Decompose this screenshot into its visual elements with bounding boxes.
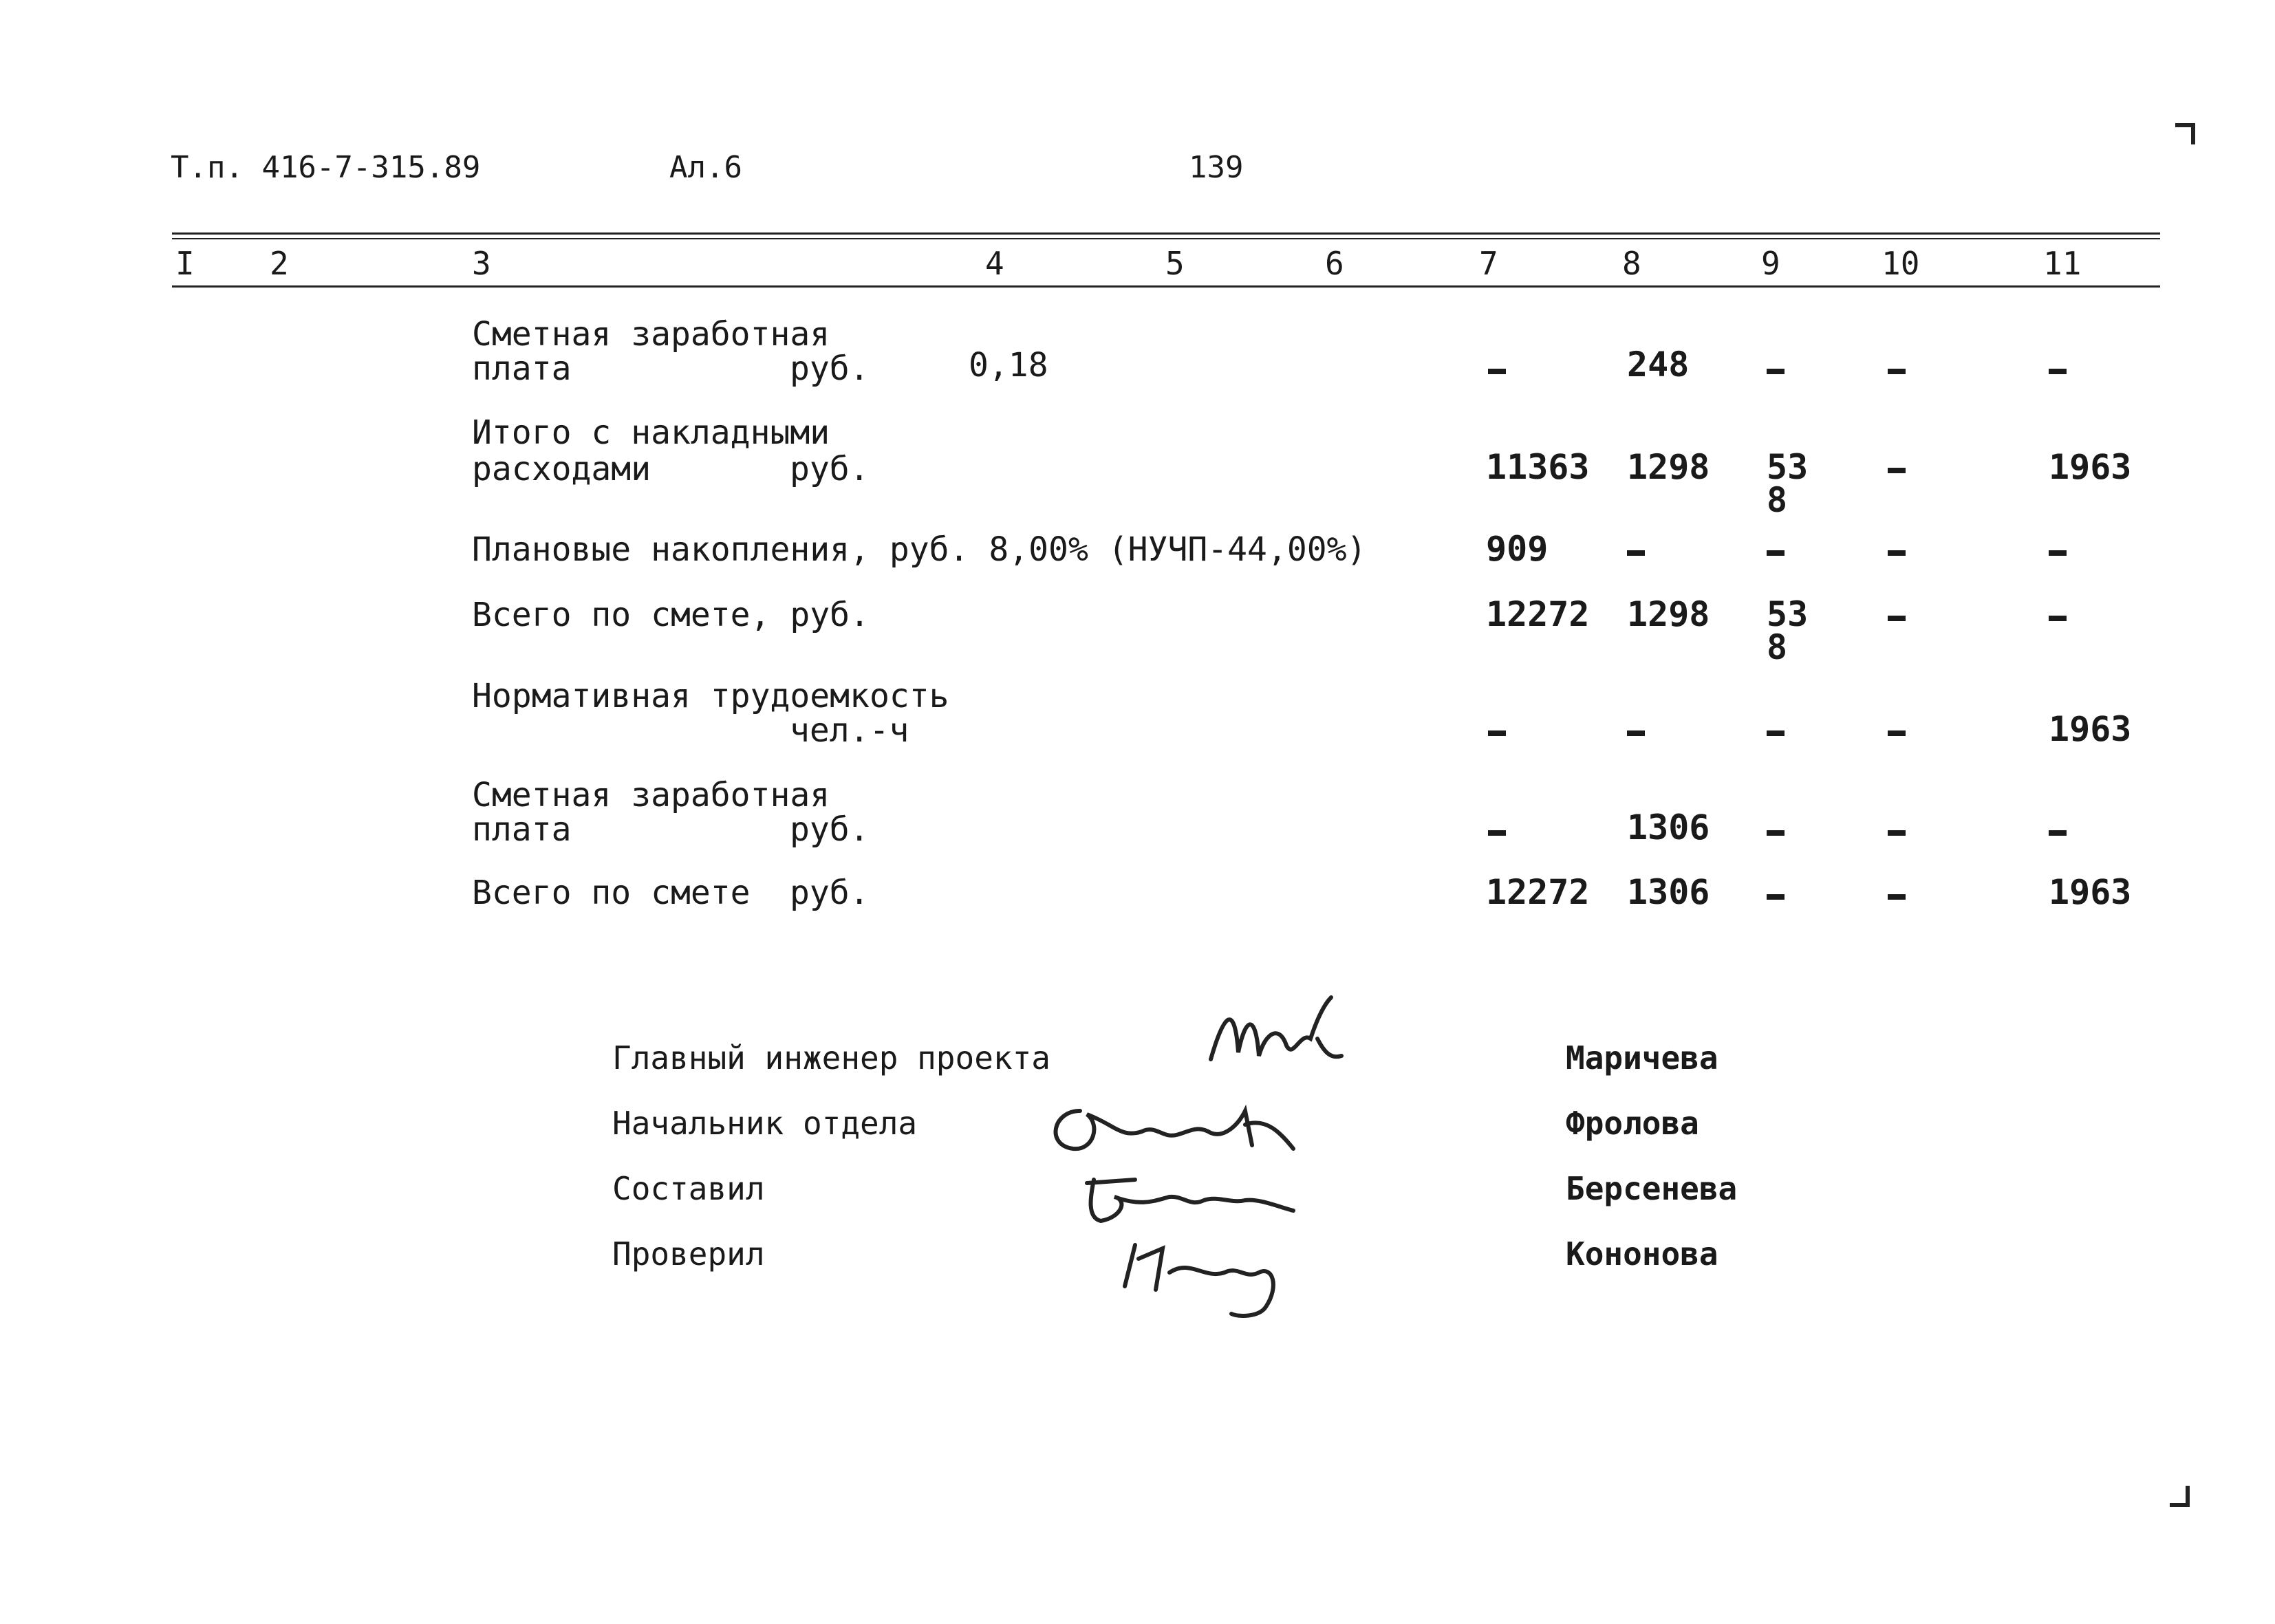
row6-unit: руб. xyxy=(790,810,870,849)
row4-col10-dash xyxy=(1888,616,1906,621)
signature-role-chief-engineer: Главный инженер проекта xyxy=(612,1039,1050,1076)
row6-col11-dash xyxy=(2049,830,2067,836)
row5-col10-dash xyxy=(1888,730,1906,736)
col-header-1: I xyxy=(175,245,195,282)
row6-col8: 1306 xyxy=(1627,808,1710,847)
col-header-3: 3 xyxy=(472,245,491,282)
row7-col7: 12272 xyxy=(1486,872,1590,912)
col-header-6: 6 xyxy=(1325,245,1344,282)
row6-col10-dash xyxy=(1888,830,1906,836)
col-header-5: 5 xyxy=(1165,245,1185,282)
row5-col8-dash xyxy=(1627,730,1645,736)
row7-col8: 1306 xyxy=(1627,872,1710,912)
row3-col10-dash xyxy=(1888,550,1906,556)
row2-col9-top: 53 xyxy=(1767,447,1809,487)
row2-col11: 1963 xyxy=(2049,447,2132,487)
row4-col11-dash xyxy=(2049,616,2067,621)
signature-scribble-2 xyxy=(1039,1083,1314,1166)
row7-col9-dash xyxy=(1767,894,1785,900)
signature-scribble-1 xyxy=(1197,990,1362,1080)
row7-col10-dash xyxy=(1888,894,1906,900)
row3-col11-dash xyxy=(2049,550,2067,556)
row4-col9-bottom: 8 xyxy=(1767,627,1788,667)
album-number: Ал.6 xyxy=(669,150,742,185)
row2-label-line1: Итого с накладными xyxy=(472,413,830,452)
row3-label: Плановые накопления, руб. 8,00% (НУЧП-44,00%) xyxy=(472,530,1367,569)
col-header-8: 8 xyxy=(1622,245,1641,282)
row1-col8: 248 xyxy=(1627,345,1690,385)
row4-label: Всего по смете, руб. xyxy=(472,596,870,634)
signature-role-checked-by: Проверил xyxy=(612,1235,765,1273)
col-header-9: 9 xyxy=(1761,245,1780,282)
row1-label-line1: Сметная заработная xyxy=(472,315,830,354)
signature-name-maricheva: Маричева xyxy=(1566,1039,1718,1076)
row1-col4: 0,18 xyxy=(969,346,1048,385)
document-reference: Т.п. 416-7-315.89 xyxy=(171,150,481,185)
row5-col7-dash xyxy=(1488,730,1506,736)
corner-mark-bottom-right xyxy=(2167,1479,2195,1513)
table-top-rule xyxy=(172,232,2160,235)
row3-col7: 909 xyxy=(1486,529,1549,569)
row2-unit: руб. xyxy=(790,450,870,488)
row7-unit: руб. xyxy=(790,874,870,912)
col-header-7: 7 xyxy=(1479,245,1498,282)
signature-role-department-head: Начальник отдела xyxy=(612,1105,918,1142)
signature-name-berseneva: Берсенева xyxy=(1566,1170,1738,1207)
row1-label-line2: плата xyxy=(472,349,572,388)
table-header-bottom-rule xyxy=(172,285,2160,288)
page-number: 139 xyxy=(1189,150,1244,185)
corner-mark-top-right xyxy=(2174,117,2201,151)
col-header-2: 2 xyxy=(270,245,289,282)
row1-col11-dash xyxy=(2049,369,2067,374)
row2-col7: 11363 xyxy=(1486,447,1590,487)
row6-label-line2: плата xyxy=(472,810,572,849)
row5-label-line1: Нормативная трудоемкость xyxy=(472,677,949,715)
signature-scribble-3 xyxy=(1073,1169,1348,1321)
row2-col8: 1298 xyxy=(1627,447,1710,487)
signature-role-compiled-by: Составил xyxy=(612,1170,765,1207)
row1-col9-dash xyxy=(1767,369,1785,374)
row1-unit: руб. xyxy=(790,349,870,388)
row1-col7-dash xyxy=(1488,369,1506,374)
row5-col9-dash xyxy=(1767,730,1785,736)
row6-label-line1: Сметная заработная xyxy=(472,776,830,814)
row2-col9-bottom: 8 xyxy=(1767,480,1788,520)
row5-col11: 1963 xyxy=(2049,709,2132,749)
row3-col8-dash xyxy=(1627,550,1645,556)
row2-col10-dash xyxy=(1888,468,1906,473)
row4-col8: 1298 xyxy=(1627,594,1710,634)
col-header-11: 11 xyxy=(2043,245,2082,282)
row6-col9-dash xyxy=(1767,830,1785,836)
table-top-rule-2 xyxy=(172,238,2160,239)
row2-label-line2: расходами xyxy=(472,450,651,488)
row5-label-line2: чел.-ч xyxy=(790,711,909,750)
col-header-4: 4 xyxy=(985,245,1004,282)
col-header-10: 10 xyxy=(1882,245,1920,282)
row3-col9-dash xyxy=(1767,550,1785,556)
signature-name-kononova: Кононова xyxy=(1566,1235,1718,1273)
row4-col7: 12272 xyxy=(1486,594,1590,634)
row7-col11: 1963 xyxy=(2049,872,2132,912)
row1-col10-dash xyxy=(1888,369,1906,374)
row6-col7-dash xyxy=(1488,830,1506,836)
signature-name-frolova: Фролова xyxy=(1566,1105,1699,1142)
row7-label: Всего по смете xyxy=(472,874,751,912)
row4-col9-top: 53 xyxy=(1767,594,1809,634)
